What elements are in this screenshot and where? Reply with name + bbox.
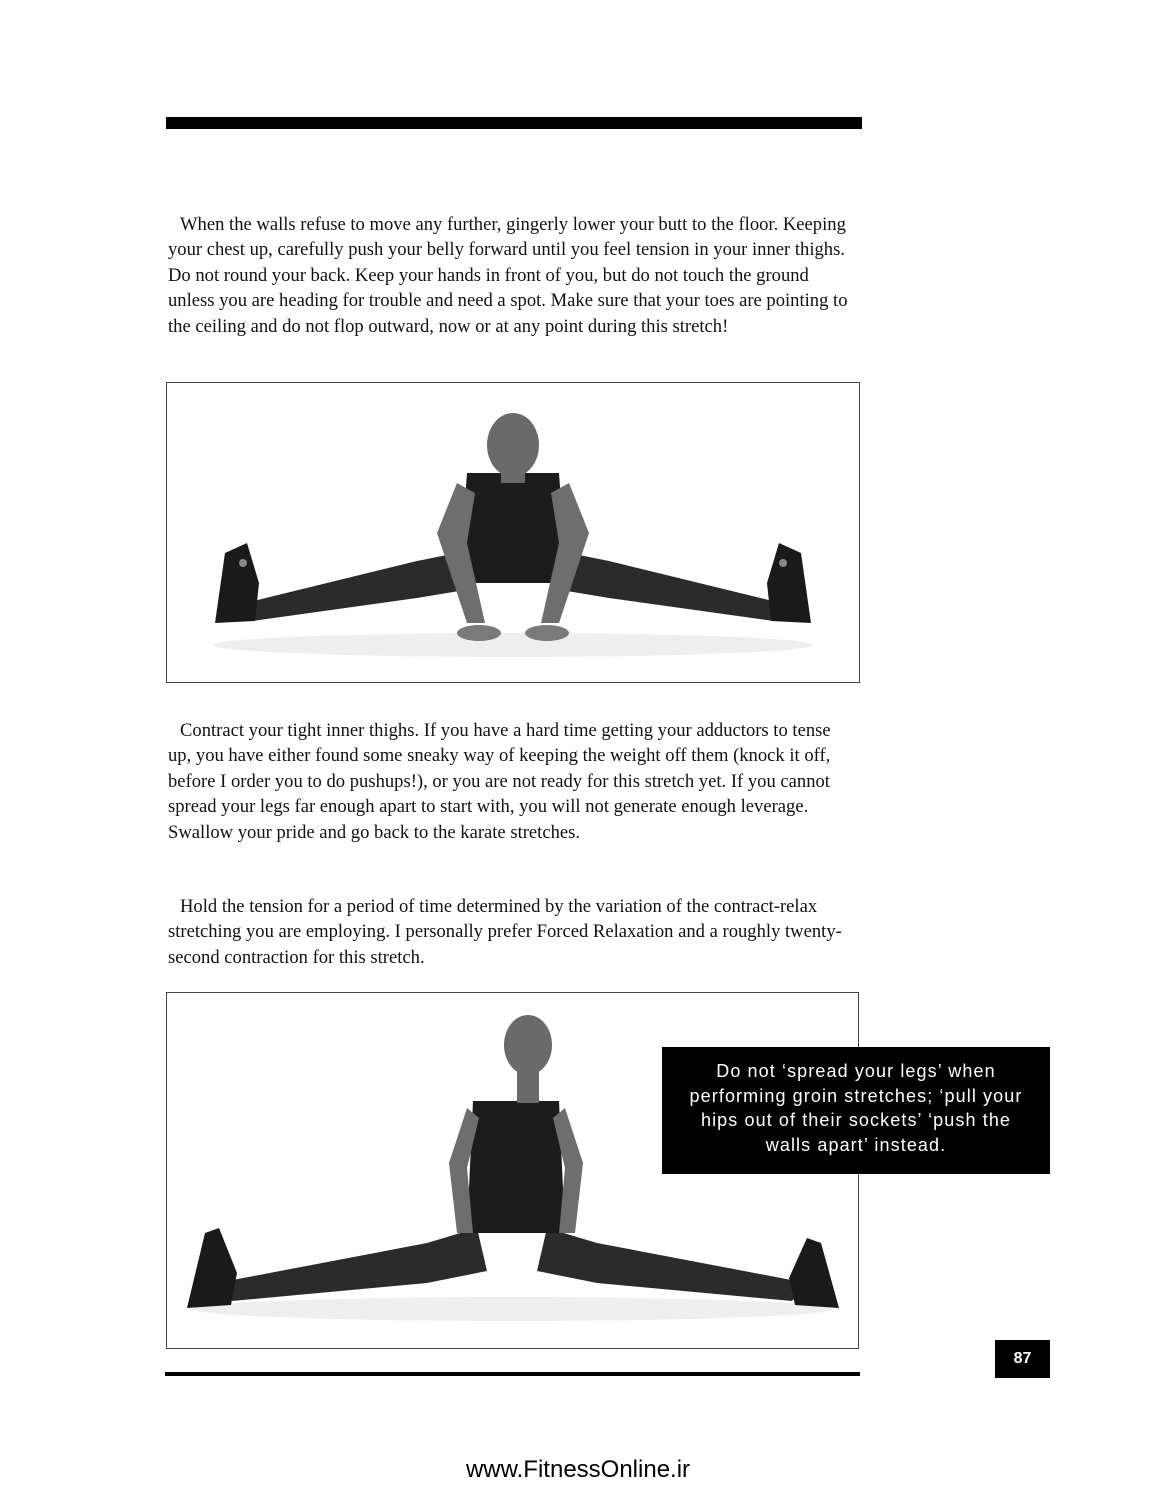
page-number: 87: [995, 1340, 1050, 1378]
leaning-stretch-illustration: [167, 383, 859, 682]
paragraph-3: Hold the tension for a period of time determined by the variation of the contract-relax stretching you are employing. I personally prefer Forced Relaxation and a roughly twenty-second contraction for this stretch.: [168, 896, 842, 968]
top-rule: [166, 117, 862, 129]
paragraph-2: Contract your tight inner thighs. If you have a hard time getting your adductors to tense up, you have either found some sneaky way of keeping the weight off them (knock it off, before I order you to do pushups!), or you are not ready for this stretch yet. If you cannot spread your legs far enough apart to start with, you will not generate enough leverage. Swallow your pride and go back to the karate stretches.: [168, 720, 831, 843]
photo-leaning-forward-split: [166, 382, 860, 683]
tip-callout: Do not ‘spread your legs’ when performing groin stretches; ‘pull your hips out of their sockets’ ‘push the walls apart’ instead.: [662, 1047, 1050, 1174]
bottom-rule: [165, 1372, 860, 1376]
paragraph-1: When the walls refuse to move any further, gingerly lower your butt to the floor. Keeping your chest up, carefully push your belly forward until you feel tension in your inner thighs. Do not round your back. Keep your hands in front of you, but do not touch the ground unless you are heading for trouble and need a spot. Make sure that your toes are pointing to the ceiling and do not flop outward, now or at any point during this stretch!: [168, 214, 848, 337]
footer-url: www.FitnessOnline.ir: [465, 1456, 691, 1483]
